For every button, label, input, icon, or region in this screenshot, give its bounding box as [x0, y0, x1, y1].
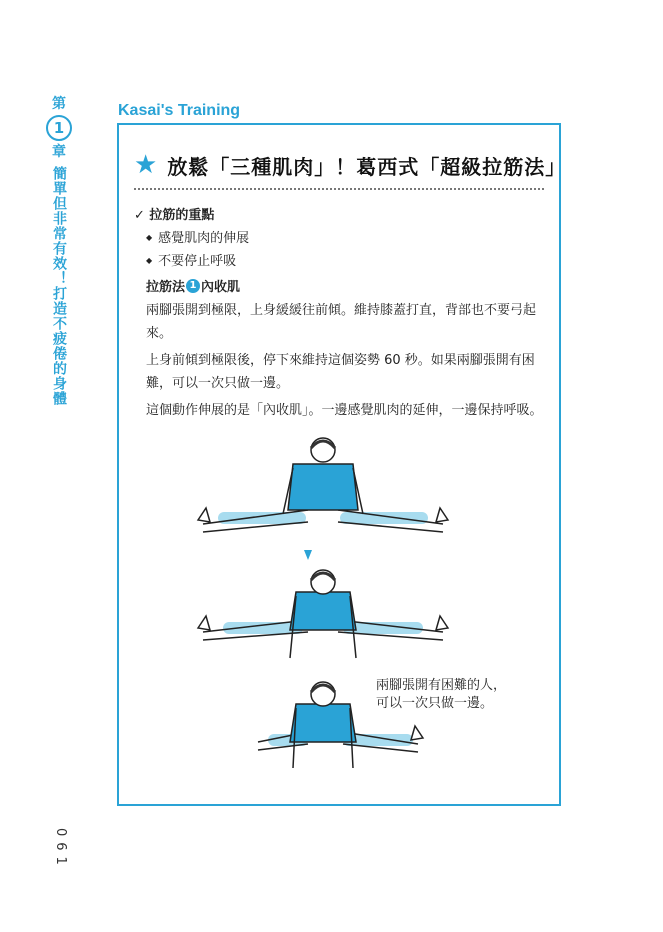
figure-note-line: 可以一次只做一邊。 — [376, 696, 494, 711]
key-point-item: ◆ 感覺肌肉的伸展 — [134, 227, 249, 250]
figure-note-line: 兩腳張開有困難的人， — [376, 678, 507, 693]
brand-label: Kasai's Training — [118, 102, 241, 119]
stretch-heading — [146, 276, 546, 295]
stretch-section — [146, 276, 546, 422]
title-text: 放鬆「三種肌肉」！葛西式「超級拉筋法」 — [167, 154, 567, 179]
figure-step-2 — [198, 570, 448, 658]
instruction-paragraph: 上身前傾到極限後，停下來維持這個姿勢 60 秒。如果兩腳張開有困難，可以一次只做一邊。 — [146, 353, 535, 391]
key-points-heading: ✓ 拉筋的重點 — [134, 208, 215, 223]
stretch-heading-post: 內收肌 — [201, 280, 241, 295]
chapter-number: 1 — [46, 115, 72, 141]
figure-note — [376, 677, 506, 713]
chapter-label-top: 第 — [52, 96, 66, 112]
chapter-title: 簡單但非常有效！打造不疲倦的身體 — [51, 166, 67, 406]
stretch-illustration — [118, 432, 560, 782]
chapter-label-bottom: 章 — [52, 144, 66, 160]
figure-step-1 — [198, 438, 448, 532]
instruction-paragraph: 兩腳張開到極限，上身緩緩往前傾。維持膝蓋打直，背部也不要弓起來。 — [146, 303, 537, 341]
stretch-number-badge: 1 — [186, 279, 200, 293]
star-icon: ★ — [134, 150, 158, 180]
key-points — [134, 205, 249, 273]
chapter-tab — [44, 96, 74, 406]
section-title — [134, 150, 566, 180]
page-number: 061 — [53, 828, 68, 871]
arrow-down-icon — [304, 550, 312, 560]
dotted-divider — [134, 188, 544, 190]
key-point-item: ◆ 不要停止呼吸 — [134, 250, 249, 273]
stretch-heading-pre: 拉筋法 — [146, 280, 186, 295]
instruction-paragraph: 這個動作伸展的是「內收肌」。一邊感覺肌肉的延伸，一邊保持呼吸。 — [146, 403, 543, 418]
